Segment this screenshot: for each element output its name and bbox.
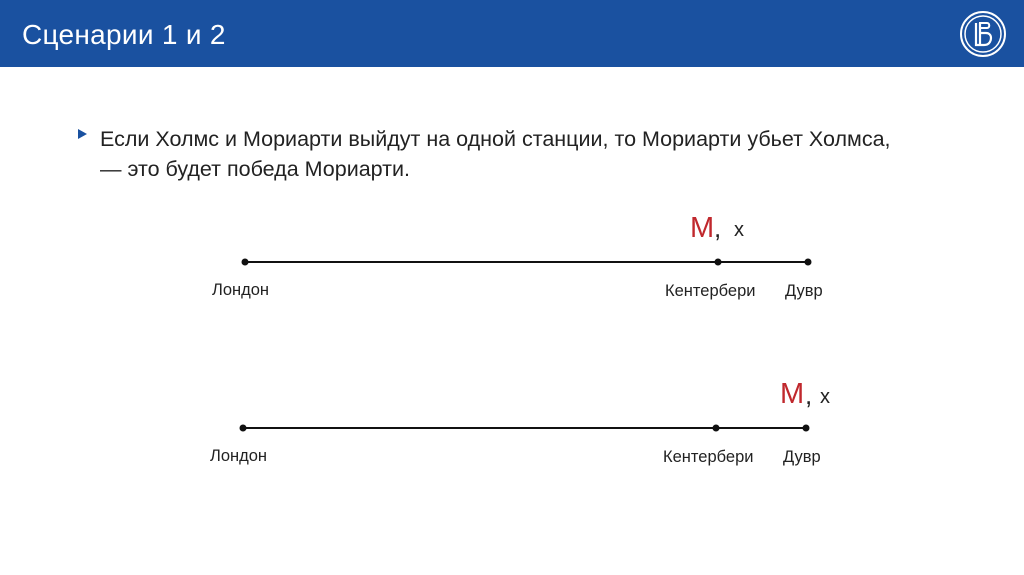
station-label-dover: Дувр — [783, 448, 821, 466]
bullet-text: Если Холмс и Мориарти выйдут на одной станции, то Мориарти убьет Холмса, — это будет победа Мориарти. — [100, 127, 891, 181]
holmes-marker: х — [734, 219, 744, 241]
station-dot-london — [240, 425, 247, 432]
station-label-dover: Дувр — [785, 282, 823, 300]
station-dot-dover — [803, 425, 810, 432]
moriarty-marker: М — [690, 212, 715, 244]
separator-comma: , — [805, 380, 813, 410]
station-dot-canterbury — [713, 425, 720, 432]
station-label-canterbury: Кентербери — [665, 282, 756, 300]
moriarty-marker: М — [780, 378, 805, 410]
holmes-marker: х — [820, 386, 830, 408]
station-label-london: Лондон — [212, 281, 270, 299]
station-label-canterbury: Кентербери — [663, 448, 754, 466]
separator-comma: , — [714, 213, 722, 243]
slide-title: Сценарии 1 и 2 — [22, 19, 226, 50]
station-label-london: Лондон — [210, 447, 268, 465]
